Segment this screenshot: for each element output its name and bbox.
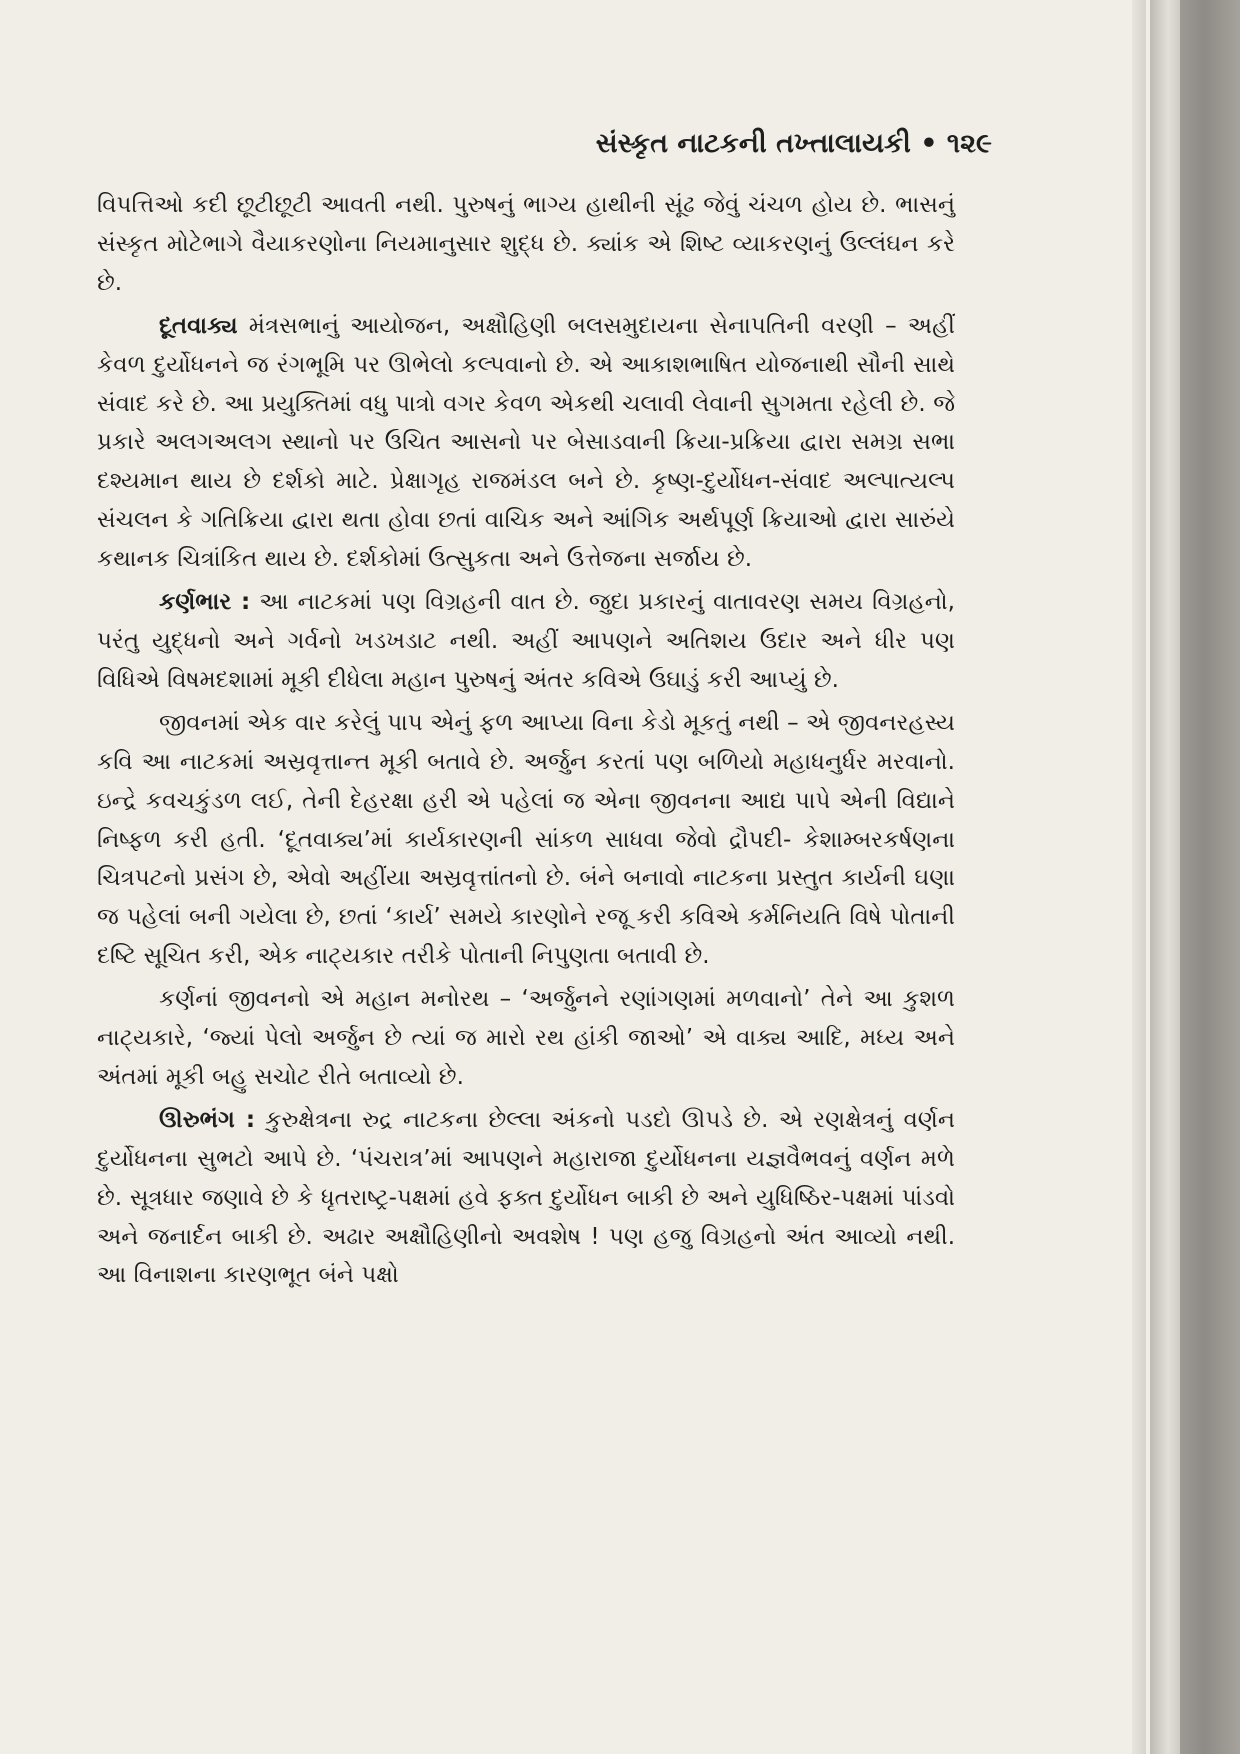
- paragraph: [97, 704, 955, 976]
- section-term: ઊરુભંગ :: [159, 1106, 256, 1133]
- paragraph: [97, 307, 955, 579]
- header-separator: •: [920, 128, 938, 159]
- paragraph-text: કુરુક્ષેત્રના રુદ્ર નાટકના છેલ્લા અંકનો પડદો ઊપડે છે. એ રણક્ષેત્રનું વર્ણન દુર્યોધનના સુભટો આપે છે. ‘પંચરાત્ર’માં આપણને મહારાજા દુર્યોધનના યજ્ઞવૈભવનું વર્ણન મળે છે. સૂત્રધાર જણાવે છે કે ધૃતરાષ્ટ્ર-પક્ષમાં હવે ફક્ત દુર્યોધન બાકી છે અને યુધિષ્ઠિર-પક્ષમાં પાંડવો અને જનાર્દન બાકી છે. અઢાર અક્ષૌહિણીનો અવશેષ ! પણ હજુ વિગ્રહનો અંત આવ્યો નથી. આ વિનાશના કારણભૂત બંને પક્ષો: [97, 1106, 955, 1289]
- page-stack-edge: [1150, 0, 1180, 1754]
- background-surface: [1180, 0, 1240, 1754]
- paragraph-text: મંત્રસભાનું આયોજન, અક્ષૌહિણી બલસમુદાયના સેનાપતિની વરણી – અહીં કેવળ દુર્યોધનને જ રંગભૂમિ પર ઊભેલો કલ્પવાનો છે. એ આકાશભાષિત યોજનાથી સૌની સાથે સંવાદ કરે છે. આ પ્રયુક્તિમાં વધુ પાત્રો વગર કેવળ એકથી ચલાવી લેવાની સુગમતા રહેલી છે. જે પ્રકારે અલગઅલગ સ્થાનો પર ઉચિત આસનો પર બેસાડવાની ક્રિયા-પ્રક્રિયા દ્વારા સમગ્ર સભા દશ્યમાન થાય છે દર્શકો માટે. પ્રેક્ષાગૃહ રાજમંડલ બને છે. કૃષ્ણ-દુર્યોધન-સંવાદ અલ્પાત્યલ્પ સંચલન કે ગતિક્રિયા દ્વારા થતા હોવા છતાં વાચિક અને આંગિક અર્થપૂર્ણ ક્રિયાઓ દ્વારા સારુંયે કથાનક ચિત્રાંકિત થાય છે. દર્શકોમાં ઉત્સુકતા અને ઉત્તેજના સર્જાય છે.: [97, 312, 955, 573]
- paragraph-text: કર્ણનાં જીવનનો એ મહાન મનોરથ – ‘અર્જુનને રણાંગણમાં મળવાનો’ તેને આ કુશળ નાટ્યકારે, ‘જ્યાં પેલો અર્જુન છે ત્યાં જ મારો રથ હાંકી જાઓ’ એ વાક્ય આદિ, મધ્ય અને અંતમાં મૂકી બહુ સચોટ રીતે બતાવ્યો છે.: [97, 986, 955, 1090]
- section-term: કર્ણભાર :: [159, 589, 251, 616]
- paragraph-text: જીવનમાં એક વાર કરેલું પાપ એનું ફળ આપ્યા વિના કેડો મૂકતું નથી – એ જીવનરહસ્ય કવિ આ નાટકમાં અસ્રવૃત્તાન્ત મૂકી બતાવે છે. અર્જુન કરતાં પણ બળિયો મહાધનુર્ધર મરવાનો. ઇન્દ્રે કવચકુંડળ લઈ, તેની દેહરક્ષા હરી એ પહેલાં જ એના જીવનના આદ્ય પાપે એની વિદ્યાને નિષ્ફળ કરી હતી. ‘દૂતવાક્ય’માં કાર્યકારણની સાંકળ સાધવા જેવો દ્રૌપદી- કેશામ્બરકર્ષણના ચિત્રપટનો પ્રસંગ છે, એવો અહીંયા અસ્રવૃત્તાંતનો છે. બંને બનાવો નાટકના પ્રસ્તુત કાર્યની ઘણા જ પહેલાં બની ગયેલા છે, છતાં ‘કાર્ય’ સમયે કારણોને રજૂ કરી કવિએ કર્મનિયતિ વિષે પોતાની દષ્ટિ સૂચિત કરી, એક નાટ્યકાર તરીકે પોતાની નિપુણતા બતાવી છે.: [97, 709, 955, 970]
- page-edge: [1132, 0, 1146, 1754]
- paragraph-text: વિપત્તિઓ કદી છૂટીછૂટી આવતી નથી. પુરુષનું ભાગ્ય હાથીની સૂંઢ જેવું ચંચળ હોય છે. ભાસનું સંસ્કૃત મોટેભાગે વૈયાકરણોના નિયમાનુસાર શુદ્ધ છે. ક્યાંક એ શિષ્ટ વ્યાકરણનું ઉલ્લંઘન કરે છે.: [97, 192, 955, 296]
- paragraph-text: આ નાટકમાં પણ વિગ્રહની વાત છે. જુદા પ્રકારનું વાતાવરણ સમય વિગ્રહનો, પરંતુ યુદ્ધનો અને ગર્વનો ખડખડાટ નથી. અહીં આપણને અતિશય ઉદાર અને ધીર પણ વિધિએ વિષમદશામાં મૂકી દીધેલા મહાન પુરુષનું અંતર કવિએ ઉઘાડું કરી આપ્યું છે.: [97, 589, 955, 693]
- paragraph: [97, 186, 955, 303]
- section-term: દૂતવાક્ય: [159, 312, 238, 339]
- running-header: [596, 128, 992, 160]
- page-body: [97, 186, 955, 1299]
- page-number: ૧૨૯: [946, 128, 992, 159]
- paragraph: [97, 583, 955, 700]
- header-title: સંસ્કૃત નાટકની તખ્તાલાયકી: [595, 128, 911, 159]
- paragraph: [97, 980, 955, 1097]
- paragraph: [97, 1101, 955, 1296]
